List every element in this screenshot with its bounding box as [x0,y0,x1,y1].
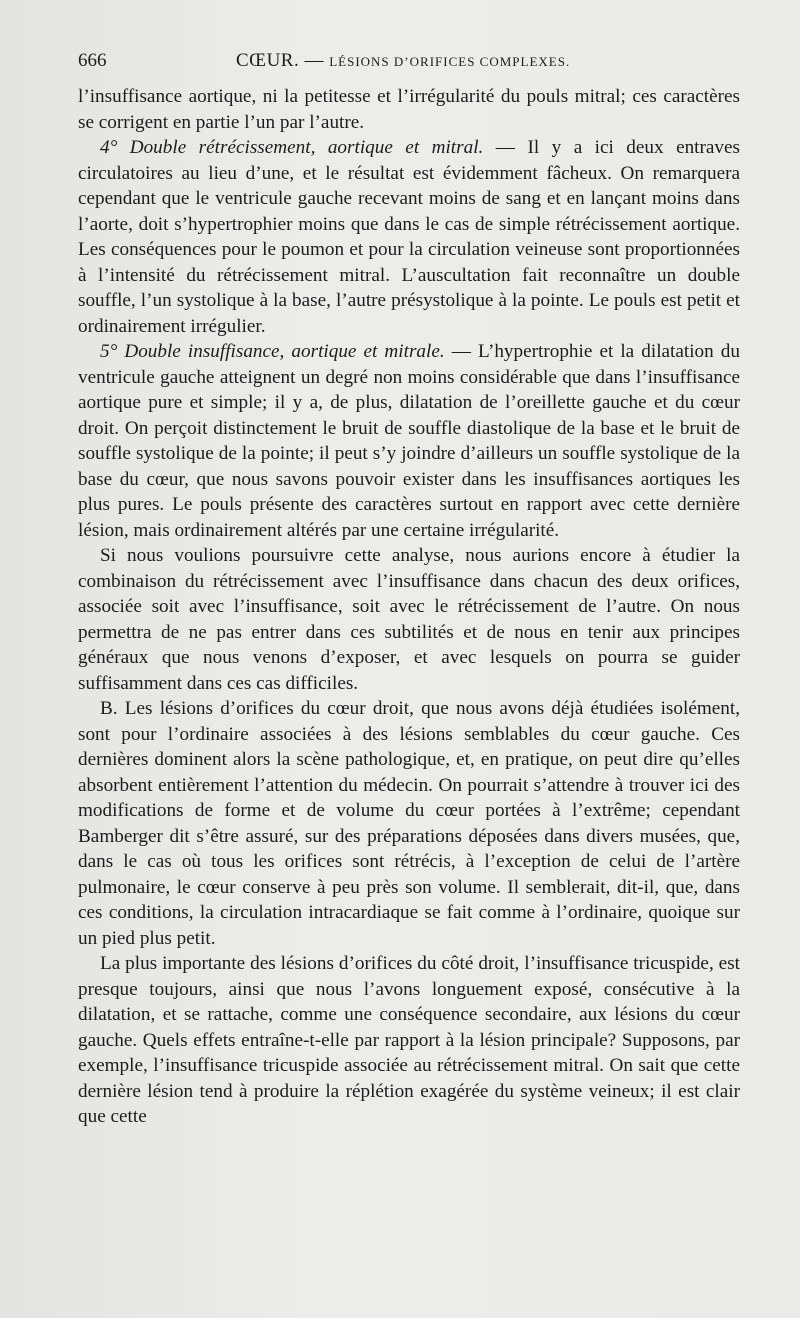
paragraph-double-retrecissement [78,135,740,339]
paragraph-analyse [78,543,740,696]
paragraph-text: La plus importante des lésions d’orifices du côté droit, l’insuffisance tricuspide, est presque toujours, ainsi que nous l’avons longuement exposé, consécutive à la dilatation, et se rattache, comme une conséquence secondaire, aux lésions du cœur gauche. Quels effets entraîne-t-elle par rapport à la lésion principale? Supposons, par exemple, l’insuffisance tricuspide associée au rétrécissement mitral. On sait que cette dernière lésion tend à produire la réplétion exagérée du système veineux; il est clair que cette [78,953,740,1127]
paragraph-text: Il y a ici deux entraves circulatoires au lieu d’une, et le résultat est évidemment fâcheux. On remarquera cependant que le ventricule gauche recevant moins de sang et en lançant moins dans l’aorte, doit s’hypertrophier moins que dans le cas de simple rétrécissement aortique. Les conséquences pour le poumon et pour la circulation veineuse sont proportionnées à l’intensité du rétrécissement mitral. L’auscultation fait reconnaître un double souffle, l’un systolique à la base, l’autre présystolique à la pointe. Le pouls est petit et ordinairement irrégulier. [78,137,740,337]
title-dash: — [304,50,324,71]
paragraph-coeur-droit [78,696,740,951]
section-heading: 4° Double rétrécissement, aortique et mitral. [100,137,484,158]
paragraph-insuffisance-tricuspide [78,951,740,1130]
paragraph-double-insuffisance [78,339,740,543]
title-main: CŒUR. [236,50,300,71]
paragraph-text: L’hypertrophie et la dilatation du ventricule gauche atteignent un degré non moins considérable que dans l’insuffisance aortique pure et simple; il y a, de plus, dilatation de l’oreillette gauche et du cœur droit. On perçoit distinctement le bruit de souffle diastolique de la base et le bruit de souffle systolique de la pointe; il peut s’y joindre d’ailleurs un souffle systolique de la base du cœur, que nous savons pouvoir exister dans les insuffisances aortiques les plus pures. Le pouls présente des caractères surtout en rapport avec cette dernière lésion, mais ordinairement altérés par une certaine irrégularité. [78,341,740,541]
running-title [236,50,570,72]
paragraph-text: B. Les lésions d’orifices du cœur droit, que nous avons déjà étudiées isolément, sont pour l’ordinaire associées à des lésions semblables du cœur gauche. Ces dernières dominent alors la scène pathologique, et, en pratique, on peut dire qu’elles absorbent entièrement l’attention du médecin. On pourrait s’attendre à trouver ici des modifications de forme et de volume du cœur portées à l’extrême; cependant Bamberger dit s’être assuré, sur des préparations déposées dans divers musées, que, dans le cas où tous les orifices sont rétrécis, à l’exception de celui de l’artère pulmonaire, le cœur conserve à peu près son volume. Il semblerait, dit-il, que, dans ces conditions, la circulation intracardiaque se fait comme à l’ordinaire, quoique sur un pied plus petit. [78,698,740,949]
page-number: 666 [78,50,107,71]
paragraph-continuation [78,84,740,135]
running-header [78,50,742,76]
section-heading: 5° Double insuffisance, aortique et mitrale. [100,341,445,362]
paragraph-text: Si nous voulions poursuivre cette analyse, nous aurions encore à étudier la combinaison du rétrécissement avec l’insuffisance dans chacun des deux orifices, associée soit avec l’insuffisance, soit avec le rétrécissement de l’autre. On nous permettra de ne pas entrer dans ces subtilités et de nous en tenir aux principes généraux que nous venons d’exposer, et avec lesquels on pourra se guider suffisamment dans ces cas difficiles. [78,545,740,694]
paragraph-text: l’insuffisance aortique, ni la petitesse et l’irrégularité du pouls mitral; ces caractères se corrigent en partie l’un par l’autre. [78,86,740,133]
heading-dash: — [483,137,528,158]
title-sub: LÉSIONS D’ORIFICES COMPLEXES. [329,54,571,69]
heading-dash: — [444,341,478,362]
body-text [78,84,740,1130]
